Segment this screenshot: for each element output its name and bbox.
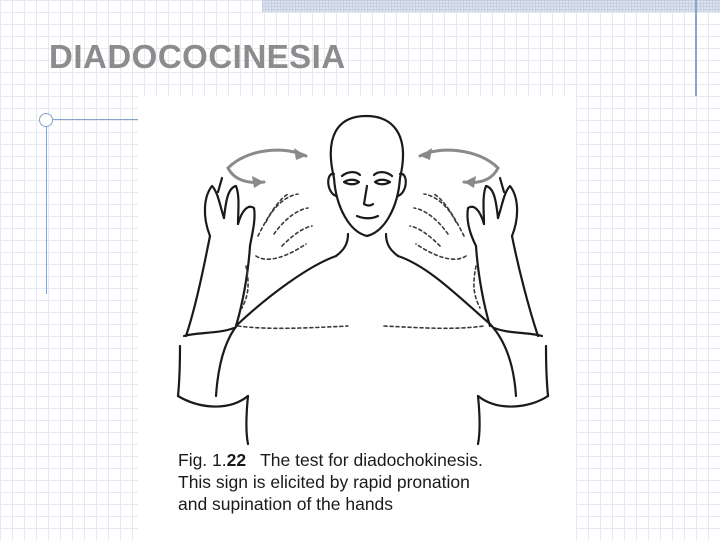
caption-fig-prefix: Fig. 1. — [178, 450, 227, 470]
slide-title: DIADOCOCINESIA — [49, 38, 346, 75]
caption-line-3: and supination of the hands — [178, 494, 394, 514]
left-decor-vline — [46, 118, 47, 294]
bullet-circle-icon — [39, 113, 53, 127]
caption-line1-text: The test for diadochokinesis. — [260, 450, 483, 470]
right-decor-line — [695, 0, 697, 96]
diadochokinesis-illustration — [138, 96, 576, 446]
left-decor-hline — [46, 119, 138, 120]
caption-fig-number: 22 — [226, 450, 247, 470]
caption-line-2: This sign is elicited by rapid pronation — [178, 472, 470, 492]
figure-caption — [178, 449, 568, 515]
caption-line-1 — [178, 449, 568, 471]
figure-panel — [138, 96, 576, 540]
top-decor-band — [262, 0, 720, 12]
